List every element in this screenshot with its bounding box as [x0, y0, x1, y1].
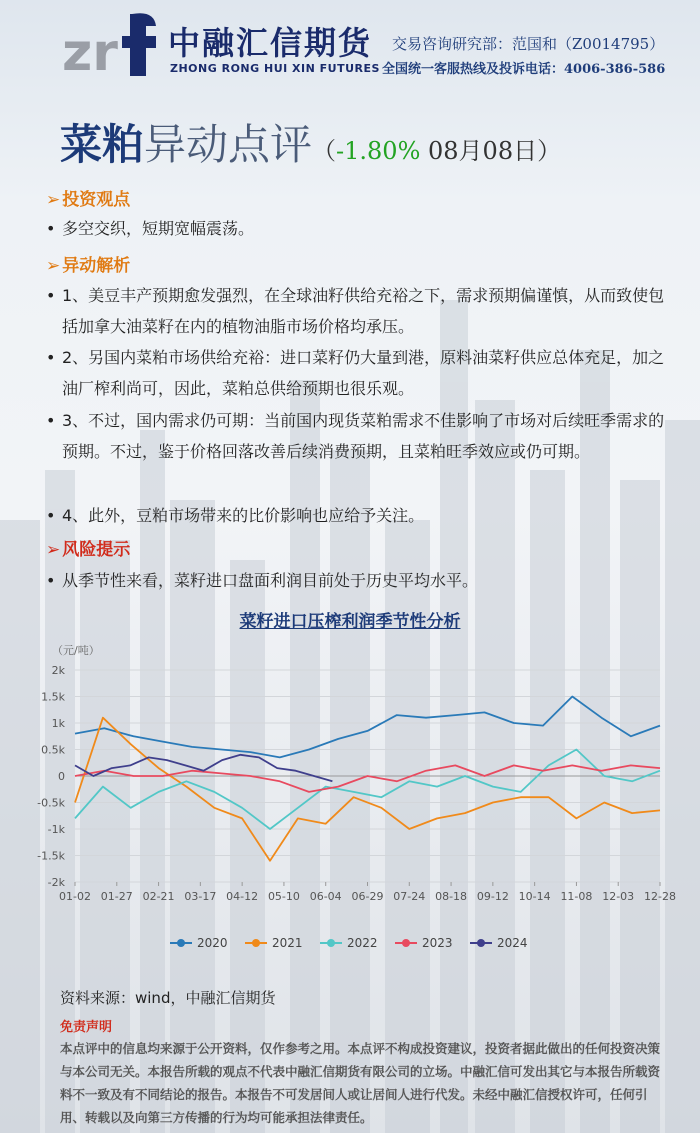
section-heading-analysis: ➢ 异动解析: [46, 256, 131, 276]
section-heading-risk: ➢ 风险提示: [46, 540, 131, 560]
x-tick-label: 01-02: [59, 890, 91, 903]
y-tick-label: -1k: [47, 823, 65, 836]
hotline-contact: 全国统一客服热线及投诉电话：4006-386-586: [382, 62, 666, 77]
y-tick-label: -0.5k: [37, 796, 65, 810]
series-line-2023: [75, 765, 660, 792]
x-tick-label: 08-18: [435, 890, 468, 903]
list-item: • 多空交织，短期宽幅震荡。: [46, 213, 676, 244]
bullet-icon: •: [46, 219, 56, 238]
legend-marker-2023: [402, 939, 410, 947]
legend-label-2021: 2021: [272, 936, 303, 950]
title-date: 08月08日: [420, 137, 538, 165]
list-item: • 3、不过，国内需求仍可期：当前国内现货菜粕需求不佳影响了市场对后续旺季需求的预期。不过，鉴于价格回落改善后续消费预期，且菜粕旺季效应或仍可期。: [46, 405, 676, 467]
legend-label-2020: 2020: [197, 936, 228, 950]
y-tick-label: 0: [58, 770, 65, 783]
series-line-2020: [75, 697, 660, 758]
x-tick-label: 01-27: [100, 890, 133, 903]
x-tick-label: 06-29: [351, 890, 384, 903]
section-heading-view: ➢ 投资观点: [46, 190, 131, 210]
x-tick-label: 07-24: [393, 890, 426, 903]
list-item: • 从季节性来看，菜籽进口盘面利润目前处于历史平均水平。: [46, 565, 676, 596]
title-topic: 异动点评: [144, 120, 313, 169]
x-tick-label: 10-14: [518, 890, 551, 903]
bullet-icon: •: [46, 571, 56, 590]
y-tick-label: 0.5k: [41, 743, 65, 757]
chevron-right-icon: ➢: [46, 256, 61, 276]
bullet-icon: •: [46, 411, 56, 430]
chevron-right-icon: ➢: [46, 540, 61, 560]
x-tick-label: 05-10: [267, 890, 300, 903]
y-tick-label: 1k: [51, 717, 65, 730]
chevron-right-icon: ➢: [46, 190, 61, 210]
title-product: 菜粕: [60, 120, 145, 169]
y-tick-label: -2k: [47, 876, 65, 889]
company-name-cn: 中融汇信期货: [168, 24, 373, 62]
legend-label-2023: 2023: [422, 936, 453, 950]
y-tick-label: 1.5k: [41, 690, 65, 704]
disclaimer-heading: 免责声明: [60, 1020, 113, 1035]
bullet-icon: •: [46, 506, 56, 525]
bullet-icon: •: [46, 286, 56, 305]
x-tick-label: 12-03: [602, 890, 635, 903]
page-title: [60, 112, 561, 172]
x-tick-label: 12-28: [644, 890, 676, 903]
series-line-2022: [75, 750, 660, 830]
seasonal-line-chart: [0, 630, 700, 970]
series-line-2021: [75, 718, 660, 861]
x-tick-label: 09-12: [476, 890, 509, 903]
company-name-en: ZHONG RONG HUI XIN FUTURES: [170, 62, 380, 75]
bullet-icon: •: [46, 348, 56, 367]
x-tick-label: 02-21: [142, 890, 175, 903]
x-tick-label: 04-12: [226, 890, 259, 903]
title-change: -1.80%: [336, 137, 421, 165]
y-axis-label: （元/吨）: [52, 644, 100, 657]
legend-label-2022: 2022: [347, 936, 378, 950]
list-item: • 2、另国内菜粕市场供给充裕：进口菜籽仍大量到港，原料油菜籽供应总体充足，加之油厂榨利尚可，因此，菜粕总供给预期也很乐观。: [46, 342, 676, 404]
legend-marker-2024: [477, 939, 485, 947]
title-open-paren: （: [312, 137, 337, 165]
data-source: 资料来源：wind，中融汇信期货: [60, 989, 276, 1007]
list-item: • 1、美豆丰产预期愈发强烈，在全球油籽供给充裕之下，需求预期偏谨慎，从而致使包括加拿大油菜籽在内的植物油脂市场价格均承压。: [46, 280, 676, 342]
series-line-2024: [75, 755, 332, 782]
x-tick-label: 11-08: [560, 890, 593, 903]
disclaimer-text: 本点评中的信息均来源于公开资料，仅作参考之用。本点评不构成投资建议，投资者据此做出的任何投资决策与本公司无关。本报告所载的观点不代表中融汇信期货有限公司的立场。中融汇信可发出其它与本报告所载资料不一致及有不同结论的报告。本报告不可发居间人或让居间人进行代发。未经中融汇信授权许可，任何引用、转载以及向第三方传播的行为均可能承担法律责任。: [60, 1041, 661, 1125]
legend-label-2024: 2024: [497, 936, 528, 950]
x-tick-label: 03-17: [184, 890, 217, 903]
title-close-paren: ）: [537, 137, 562, 165]
legend-marker-2020: [177, 939, 185, 947]
analyst-contact: 交易咨询研究部：范国和（Z0014795）: [392, 35, 665, 53]
svg-text:zr: zr: [62, 23, 118, 78]
legend-marker-2022: [327, 939, 335, 947]
y-tick-label: -1.5k: [37, 849, 65, 863]
chart-title: 菜籽进口压榨利润季节性分析: [239, 612, 461, 632]
y-tick-label: 2k: [51, 664, 65, 677]
company-logo: [62, 12, 158, 78]
list-item: • 4、此外，豆粕市场带来的比价影响也应给予关注。: [46, 500, 676, 531]
x-tick-label: 06-04: [309, 890, 342, 903]
legend-marker-2021: [252, 939, 260, 947]
